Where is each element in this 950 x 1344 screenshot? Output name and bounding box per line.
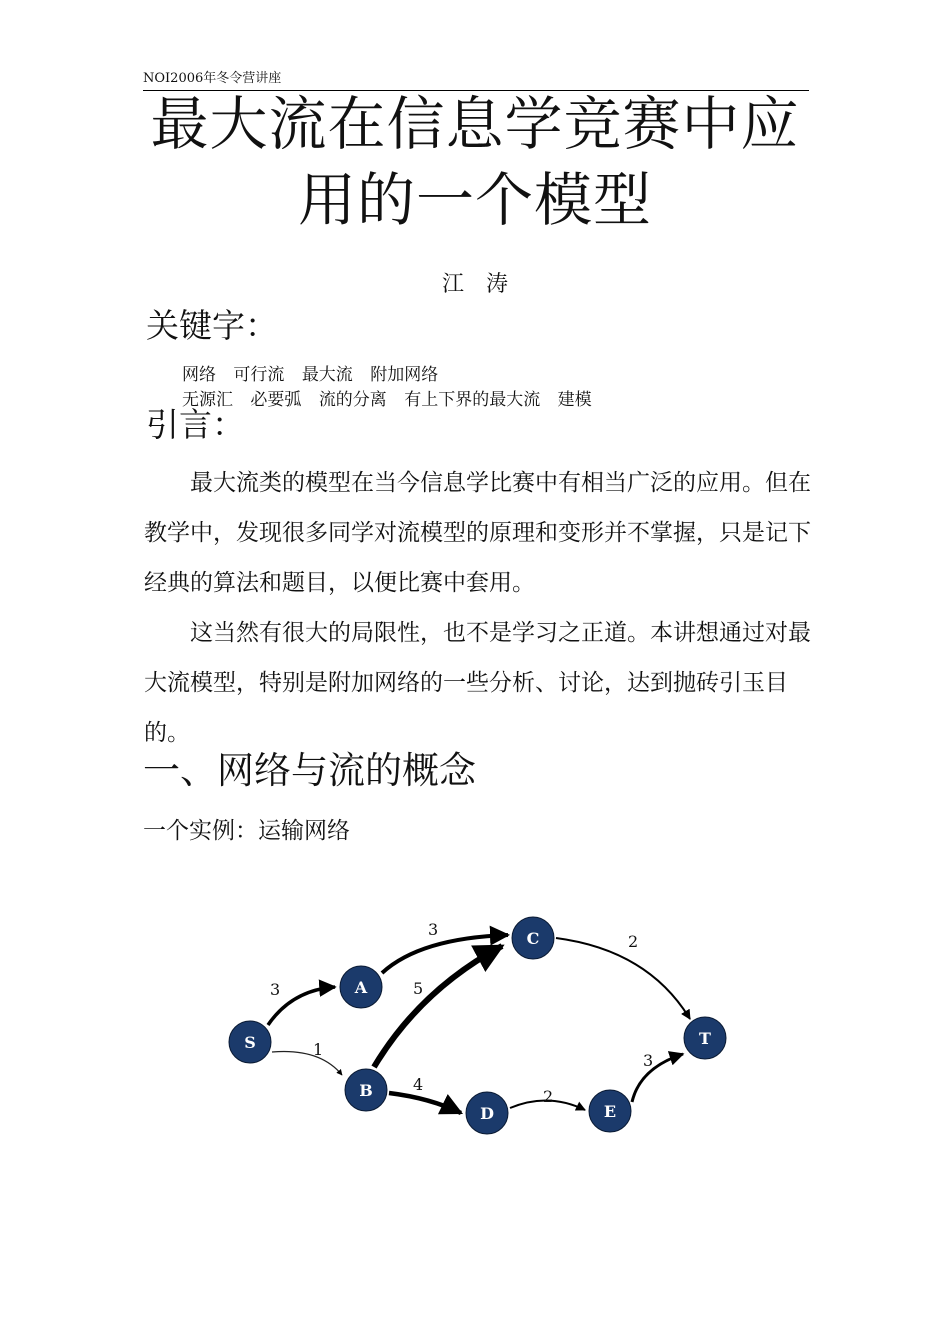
section-title: 一、网络与流的概念 (143, 749, 476, 792)
node-e (589, 1090, 631, 1132)
node-b (345, 1069, 387, 1111)
node-a (340, 966, 382, 1008)
capacity-label-c-t: 2 (628, 932, 639, 951)
keyword: 无源汇 (182, 390, 233, 410)
intro-paragraph-2: 这当然有很大的局限性，也不是学习之正道。本讲想通过对最大流模型，特别是附加网络的一些分析、讨论，达到抛砖引玉目的。 (144, 620, 811, 746)
node-label-s: S (244, 1033, 256, 1052)
edge-b-d (389, 1093, 461, 1113)
node-d (466, 1092, 508, 1134)
node-t (684, 1017, 726, 1059)
title-line-1: 最大流在信息学竞赛中应 (150, 90, 800, 158)
edge-e-t (632, 1054, 683, 1102)
node-s (229, 1021, 271, 1063)
node-label-e: E (603, 1102, 617, 1121)
node-label-b: B (359, 1081, 373, 1100)
keywords-line-1 (182, 364, 450, 386)
node-label-c: C (526, 929, 540, 948)
intro-body (144, 458, 824, 758)
keywords-heading: 关键字： (146, 306, 278, 345)
intro-heading: 引言： (146, 405, 245, 444)
keyword: 流的分离 (318, 390, 387, 410)
capacity-label-e-t: 3 (643, 1051, 654, 1070)
intro-paragraph-1: 最大流类的模型在当今信息学比赛中有相当广泛的应用。但在教学中，发现很多同学对流模型的原理和变形并不掌握，只是记下经典的算法和题目，以便比赛中套用。 (144, 470, 811, 596)
capacity-label-a-c: 3 (428, 920, 439, 939)
capacity-label-b-c: 5 (413, 979, 424, 998)
keyword: 附加网络 (370, 365, 439, 385)
keyword: 网络 (182, 365, 216, 385)
capacity-label-d-e: 2 (543, 1087, 554, 1106)
edge-c-t (556, 938, 690, 1019)
document-title (100, 86, 850, 238)
node-label-t: T (699, 1029, 711, 1048)
author: 江 涛 (441, 272, 508, 297)
keywords-line-2 (182, 389, 604, 411)
keyword: 必要弧 (250, 390, 302, 410)
keyword: 建模 (557, 390, 592, 410)
node-label-d: D (480, 1104, 494, 1123)
page-header: NOI2006年冬令营讲座 (143, 70, 809, 91)
transport-network-diagram (0, 880, 950, 1160)
keyword: 有上下界的最大流 (404, 390, 541, 410)
keyword: 可行流 (233, 365, 285, 385)
title-line-2: 用的一个模型 (297, 166, 652, 234)
edge-s-b (272, 1051, 342, 1075)
capacity-label-s-b: 1 (313, 1040, 324, 1059)
node-label-a: A (354, 978, 368, 997)
capacity-label-s-a: 3 (270, 980, 281, 999)
node-c (512, 917, 554, 959)
keyword: 最大流 (301, 365, 353, 385)
capacity-label-b-d: 4 (413, 1075, 424, 1094)
section-subtitle: 一个实例：运输网络 (143, 818, 350, 844)
